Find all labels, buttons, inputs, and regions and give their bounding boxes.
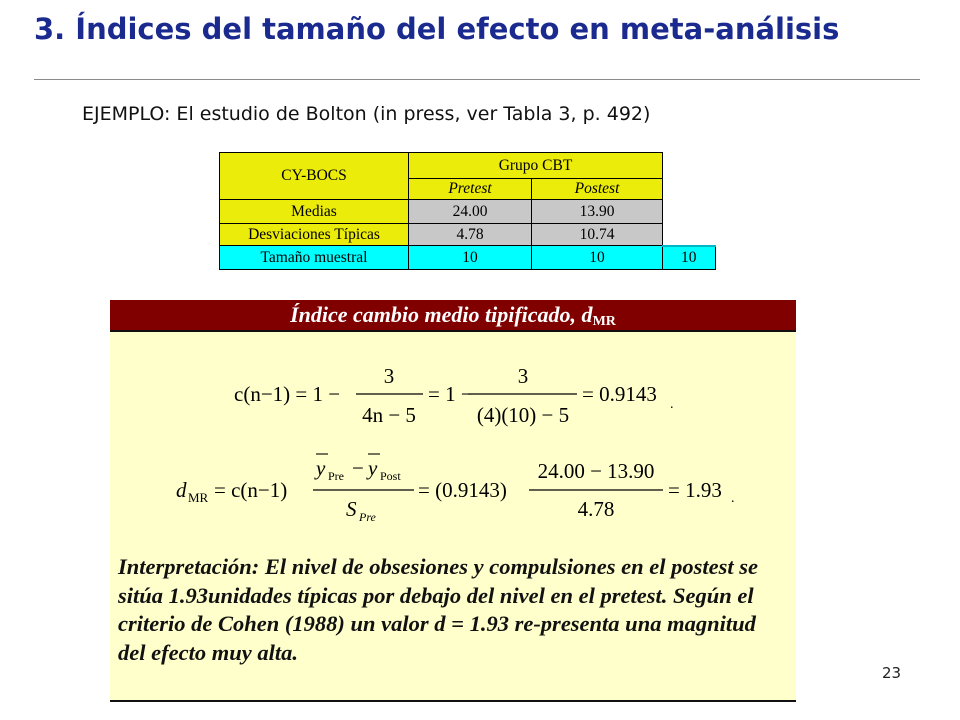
- equation-dmr: [110, 438, 796, 528]
- cy-bocs-table: [219, 152, 716, 270]
- eq2-num-y2-subscript: Post: [380, 469, 401, 483]
- eq2-end: .: [731, 491, 735, 506]
- row-label: Medias: [220, 200, 409, 224]
- eq2-lhs-subscript: MR: [188, 490, 209, 505]
- eq1-frac2-numerator: 3: [517, 364, 529, 388]
- blank-cell: [663, 200, 716, 224]
- table-cell: 10: [409, 246, 532, 270]
- eq2-result: = 1.93: [668, 478, 722, 502]
- eq1-frac1-numerator: 3: [383, 364, 395, 388]
- eq2-num-y1: y: [316, 456, 326, 480]
- slide-title: 3. Índices del tamaño del efecto en meta-análisis: [34, 12, 840, 46]
- blank-cell: [663, 179, 716, 200]
- panel-heading-subscript: MR: [592, 314, 616, 329]
- eq2-mid2: = (0.9143): [418, 478, 507, 502]
- eq2-lhs: d: [176, 478, 187, 502]
- blank-cell: [663, 153, 716, 179]
- eq2-mid: = c(n−1): [214, 478, 288, 502]
- table-cell: 10: [663, 246, 716, 270]
- title-divider: [34, 79, 920, 80]
- eq1-lhs: c(n−1) = 1 −: [234, 382, 341, 406]
- group-header-cell: Grupo CBT: [409, 153, 663, 179]
- effect-size-panel: [110, 300, 796, 702]
- table-row: [220, 200, 716, 224]
- eq2-num-y1-subscript: Pre: [328, 469, 344, 483]
- equation-correction-factor: [110, 358, 796, 448]
- row-label: Desviaciones Típicas: [220, 224, 409, 246]
- eq2-den-s: S: [346, 497, 357, 521]
- eq2-den-subscript: Pre: [359, 510, 376, 524]
- interpretation-text: Interpretación: El nivel de obsesiones y compulsiones en el postest se sitúa 1.93unidades típicas por debajo del nivel en el pretest. Según el criterio de Cohen (1988) un valor d = 1.93 re-presenta una magnitud del efecto muy alta.: [118, 554, 758, 665]
- table-cell: 13.90: [532, 200, 663, 224]
- eq1-end: .: [670, 397, 674, 412]
- column-header-postest: Postest: [532, 179, 663, 200]
- row-label: Tamaño muestral: [220, 246, 409, 270]
- example-caption: EJEMPLO: El estudio de Bolton (in press, ver Tabla 3, p. 492): [82, 103, 651, 125]
- table-cell: 10.74: [532, 224, 663, 246]
- table-cell: 10: [532, 246, 663, 270]
- eq2-num-minus: −: [352, 456, 364, 480]
- column-header-pretest: Pretest: [409, 179, 532, 200]
- header-label-cell: CY-BOCS: [220, 153, 409, 200]
- table-cell: 4.78: [409, 224, 532, 246]
- eq2-frac2-numerator: 24.00 − 13.90: [537, 459, 655, 483]
- eq1-mid: = 1 −: [428, 382, 473, 406]
- table-row: [220, 224, 716, 246]
- panel-heading: [110, 300, 796, 332]
- eq2-frac2-denominator: 4.78: [577, 497, 615, 521]
- blank-cell: [663, 224, 716, 246]
- eq2-num-y2: y: [368, 456, 378, 480]
- table-cell: 24.00: [409, 200, 532, 224]
- table-row: [220, 246, 716, 270]
- panel-heading-text: Índice cambio medio tipificado, d: [290, 302, 593, 327]
- page-number: 23: [882, 664, 902, 682]
- eq1-result: = 0.9143: [582, 382, 657, 406]
- eq1-frac2-denominator: (4)(10) − 5: [476, 403, 570, 427]
- eq1-frac1-denominator: 4n − 5: [362, 403, 416, 427]
